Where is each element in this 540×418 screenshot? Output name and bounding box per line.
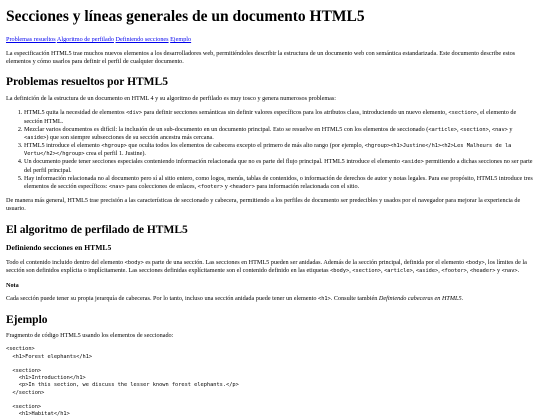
inline-code: <header> [229,184,255,190]
inline-code: <aside> [24,134,47,141]
inline-code: <body> [465,259,485,266]
example-lead: Fragmento de código HTML5 usando los elementos de seccionado: [6,332,174,340]
defining-sections-heading: Definiendo secciones en HTML5 [6,243,112,253]
section-nav [6,36,534,44]
list-item: 3. HTML5 introduce el elemento <hgroup> que oculta todos los elementos de cabecera excepto el primero de más alto rango (por ejemplo, <hgroup><h1>Justine</h1><h2>Les Malheurs de la Vertu</h2></hgroup> crea el perfil 1. Justine). [24,142,534,158]
note-paragraph: Cada sección puede tener su propia jerarquía de cabeceras. Por lo tanto, incluso una sección anidada puede tener un elemento <h1>. Consulte también Definiendo cabeceras en HTML5. [6,295,464,303]
nav-link-problemas-resueltos[interactable]: Problemas resueltos [6,36,56,44]
nav-link-definiendo-secciones[interactable]: Definiendo secciones [115,36,169,44]
inline-code: <footer> [441,268,467,275]
problems-closing: De manera más general, HTML5 trae precisión a las características de seccionado y cabecera, permitiendo a los perfiles de documento ser predecibles y usados por el navegador para mejorar la experiencia de usuario. [6,197,521,213]
inline-code: <hgroup> [101,143,127,150]
code-sample: <section> <h1>Forest elephants</h1> <section> <h1>Introduction</h1> <p>In this section, we discuss the lesser known forest elephants.</p> </section> <section> <h1>Habitat</h1> [6,346,239,418]
intro-paragraph: La especificación HTML5 trae muchos nuevos elementos a los desarrolladores web, permitiéndoles describir la estructura de un documento web con semántica estandarizada. Este documento describe estos elementos y cómo usarlos para definir el perfil de cualquier documento. [6,50,516,66]
list-item: 5. Hay información relacionada no al documento pero sí al sitio entero, como logos, menús, tablas de contenidos, o información de derechos de autor y notas legales. Para ese propósito, HTML5 introduce tres elementos de sección específicos: <nav> para colecciones de enlaces, <footer> y <header> para información relacionada con el sitio. [24,175,534,191]
problems-lead: La definición de la estructura de un documento en HTML 4 y su algoritmo de perfilado es muy tosco y genera numerosos problemas: [6,95,337,103]
inline-code: <section> [352,268,381,275]
note-heading: Nota [6,282,19,290]
nav-link-algoritmo-de-perfilado[interactable]: Algoritmo de perfilado [56,36,114,44]
inline-code: <section> [460,126,489,133]
example-heading: Ejemplo [6,313,48,326]
inline-code: <article> [384,268,413,275]
nav-link-ejemplo[interactable]: Ejemplo [170,36,192,44]
list-item: 1. HTML5 quita la necesidad de elementos <div> para definir secciones semánticas sin definir valores específicos para los atributos class, introduciendo un nuevo elemento, <section>, el elemento de sección HTML. [24,109,534,125]
inline-code: <section> [448,110,478,117]
inline-code: <footer> [197,184,224,190]
inline-code: <body> [330,268,350,275]
sections-paragraph: Todo el contenido incluido dentro del elemento <body> es parte de una sección. Las secciones en HTML5 pueden ser anidadas. Además de la sección principal, definida por el elemento <body>, los límites de la sección son definidos explícita o implícitamente. Las secciones definidas explícitamente son el contenido definido en las etiquetas <body>, <section>, <article>, <aside>, <footer>, <header> y <nav>. [6,258,527,275]
problems-list [6,109,534,191]
inline-code: <hgroup><h1>Justine</h1><h2>Les Malheurs de la Vertu</h2></hgroup> [24,143,512,158]
inline-code: <nav> [108,184,125,190]
list-item: 4. Un documento puede tener secciones especiales conteniendo información relacionada que no es parte del flujo principal. HTML5 introduce el elemento <aside> permitiendo a dichas secciones no ser parte del perfil principal. [24,158,534,174]
emphasis: Definiendo cabeceras en HTML5 [378,295,462,303]
algorithm-heading: El algoritmo de perfilado de HTML5 [6,223,188,236]
inline-code: <body> [124,259,144,266]
inline-code: <nav> [501,268,518,275]
inline-code: <div> [126,110,143,117]
inline-code: <nav> [491,126,508,133]
inline-code: <article> [428,126,458,133]
list-item: 2. Mezclar varios documentos es difícil: la inclusión de un sub-documento en un documento principal. Esto se resuelve en HTML5 con los elementos de seccionado (<article>, <section>, <nav> y <aside>) que son siempre subsecciones de su sección ancestra más cercana. [24,126,534,142]
inline-code: <header> [469,268,496,275]
inline-code: <aside> [415,268,439,275]
inline-code: <h1> [318,296,331,303]
inline-code: <aside> [401,159,424,166]
page-title: Secciones y líneas generales de un documento HTML5 [6,8,365,25]
problems-heading: Problemas resueltos por HTML5 [6,76,168,89]
